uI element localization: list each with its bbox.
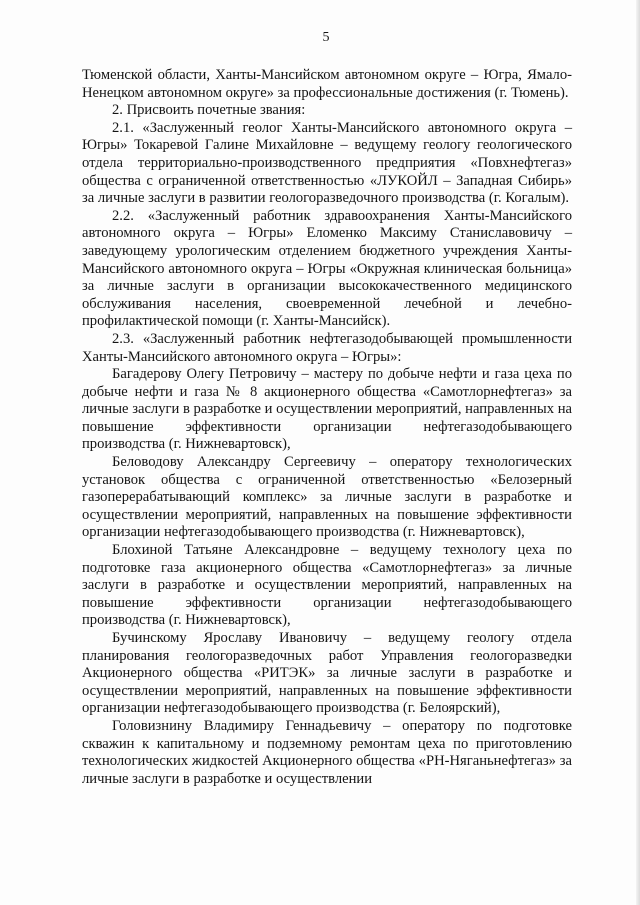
- paragraph-item-2-1: 2.1. «Заслуженный геолог Ханты-Мансийского автономного округа – Югры» Токаревой Галине Михайловне – ведущему геологу геологического отдела территориально-производственного предприятия «Повхнефтегаз» общества с ограниченной ответственностью «ЛУКОЙЛ – Западная Сибирь» за личные заслуги в развитии геологоразведочного производства (г. Когалым).: [82, 119, 572, 207]
- paragraph-belovodov: Беловодову Александру Сергеевичу – оператору технологических установок общества с ограниченной ответственностью «Белозерный газоперерабатывающий комплекс» за личные заслуги в разработке и осуществлении мероприятий, направленных на повышение эффективности организации нефтегазодобывающего производства (г. Нижневартовск),: [82, 454, 572, 541]
- paragraph-blokhina: Блохиной Татьяне Александровне – ведущему технологу цеха по подготовке газа акционерного общества «Самотлорнефтегаз» за личные заслуги в разработке и осуществлении мероприятий, направленных на повышение эффективности организации нефтегазодобывающего производства (г. Нижневартовск),: [82, 542, 572, 629]
- page-number: 5: [322, 30, 330, 45]
- paragraph-item-2: 2. Присвоить почетные звания:: [112, 102, 306, 119]
- paragraph-item-2-3: 2.3. «Заслуженный работник нефтегазодобывающей промышленности Ханты-Мансийского автономного округа – Югры»:: [82, 330, 572, 365]
- scan-edge: [636, 0, 640, 905]
- paragraph-buchinsky: Бучинскому Ярославу Ивановичу – ведущему геологу отдела планирования геологоразведочных работ Управления геологоразведки Акционерного общества «РИТЭК» за личные заслуги в разработке и осуществлении мероприятий, направленных на повышение эффективности организации нефтегазодобывающего производства (г. Белоярский),: [82, 630, 572, 717]
- paragraph-continuation: Тюменской области, Ханты-Мансийском автономном округе – Югра, Ямало-Ненецком автономном округе» за профессиональные достижения (г. Тюмень).: [82, 67, 572, 101]
- paragraph-item-2-2: 2.2. «Заслуженный работник здравоохранения Ханты-Мансийского автономного округа – Югры» Еломенко Максиму Станиславовичу – заведующему урологическим отделением бюджетного учреждения Ханты-Мансийского автономного округа – Югры «Окружная клиническая больница» за личные заслуги в организации высококачественного медицинского обслуживания населения, своевременной лечебной и лечебно-профилактической помощи (г. Ханты-Мансийск).: [82, 207, 572, 330]
- paragraph-goloviznin: Головизнину Владимиру Геннадьевичу – оператору по подготовке скважин к капитальному и подземному ремонтам цеха по приготовлению технологических жидкостей Акционерного общества «РН-Няганьнефтегаз» за личные заслуги в разработке и осуществлении: [82, 717, 572, 787]
- document-body: [82, 67, 572, 788]
- paragraph-bagaderov: Багадерову Олегу Петровичу – мастеру по добыче нефти и газа цеха по добыче нефти и газа № 8 акционерного общества «Самотлорнефтегаз» за личные заслуги в разработке и осуществлении мероприятий, направленных на повышение эффективности организации нефтегазодобывающего производства (г. Нижневартовск),: [82, 366, 572, 453]
